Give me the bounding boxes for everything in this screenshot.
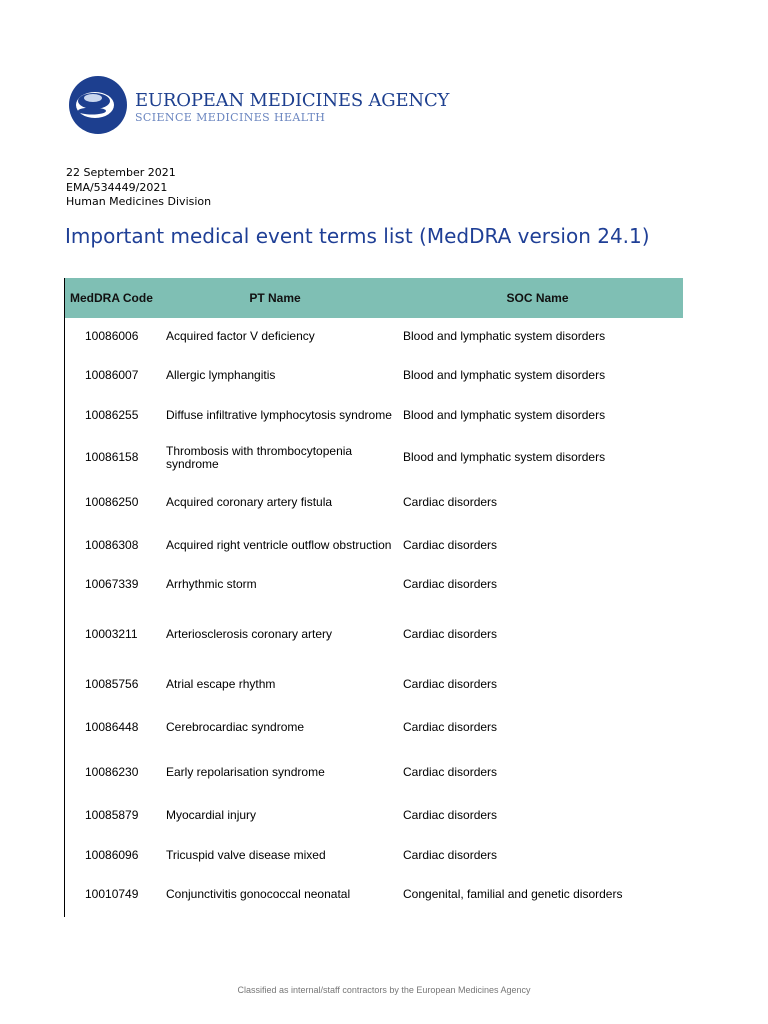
- document-division: Human Medicines Division: [66, 195, 212, 208]
- table-row: [65, 752, 683, 794]
- pt-name-cell: Thrombosis with thrombocytopenia syndrome: [166, 443, 353, 471]
- table-row: [65, 838, 683, 874]
- meddra-code-cell: 10086096: [85, 848, 139, 863]
- soc-name-cell: Cardiac disorders: [403, 848, 498, 863]
- pt-name-cell: Acquired right ventricle outflow obstruction: [166, 538, 392, 553]
- soc-name-cell: Blood and lymphatic system disorders: [403, 368, 606, 383]
- table-row: [65, 526, 683, 566]
- meddra-code-cell: 10086158: [85, 450, 139, 465]
- pt-name-cell: Acquired coronary artery fistula: [166, 495, 333, 510]
- pt-name-cell: Allergic lymphangitis: [166, 368, 276, 383]
- table-row: [65, 318, 683, 356]
- table-row: [65, 704, 683, 752]
- soc-name-cell: Cardiac disorders: [403, 577, 498, 592]
- agency-tagline: SCIENCE MEDICINES HEALTH: [135, 111, 326, 124]
- table-row: [65, 566, 683, 604]
- classification-footer: Classified as internal/staff contractors by the European Medicines Agency: [237, 985, 531, 995]
- meddra-code-cell: 10010749: [85, 887, 139, 902]
- agency-name: EUROPEAN MEDICINES AGENCY: [135, 90, 450, 111]
- ema-logo: [67, 75, 450, 135]
- table-row: [65, 874, 683, 916]
- soc-name-cell: Congenital, familial and genetic disorders: [403, 887, 623, 902]
- soc-name-cell: Cardiac disorders: [403, 538, 498, 553]
- document-meta: [66, 166, 211, 210]
- soc-name-cell: Cardiac disorders: [403, 677, 498, 692]
- pt-name-cell: Tricuspid valve disease mixed: [166, 848, 326, 863]
- table-row: [65, 604, 683, 666]
- meddra-code-cell: 10086250: [85, 495, 139, 510]
- meddra-code-cell: 10086255: [85, 408, 139, 423]
- soc-name-cell: Cardiac disorders: [403, 720, 498, 735]
- column-header-pt-name: PT Name: [249, 291, 301, 305]
- soc-name-cell: Cardiac disorders: [403, 495, 498, 510]
- column-header-soc-name: SOC Name: [506, 291, 569, 305]
- pt-name-cell: Acquired factor V deficiency: [166, 329, 315, 344]
- soc-name-cell: Cardiac disorders: [403, 765, 498, 780]
- pt-name-cell: Cerebrocardiac syndrome: [166, 720, 305, 735]
- meddra-code-cell: 10086006: [85, 329, 139, 344]
- soc-name-cell: Cardiac disorders: [403, 808, 498, 823]
- pt-name-cell: Arrhythmic storm: [166, 577, 257, 592]
- meddra-code-cell: 10085756: [85, 677, 139, 692]
- soc-name-cell: Blood and lymphatic system disorders: [403, 450, 606, 465]
- meddra-code-cell: 10067339: [85, 577, 139, 592]
- terms-table: [65, 278, 683, 916]
- page-title: Important medical event terms list (MedDRA version 24.1): [65, 224, 650, 248]
- meddra-code-cell: 10086448: [85, 720, 139, 735]
- table-header-row: [65, 278, 683, 318]
- table-row: [65, 480, 683, 526]
- meddra-code-cell: 10003211: [85, 627, 138, 642]
- table-row: [65, 666, 683, 704]
- pt-name-cell: Atrial escape rhythm: [166, 677, 276, 692]
- meddra-code-cell: 10086230: [85, 765, 139, 780]
- document-date: 22 September 2021: [66, 166, 176, 179]
- meddra-code-cell: 10086007: [85, 368, 139, 383]
- soc-name-cell: Cardiac disorders: [403, 627, 498, 642]
- column-header-meddra-code: MedDRA Code: [70, 291, 153, 305]
- table-row: [65, 436, 683, 480]
- soc-name-cell: Blood and lymphatic system disorders: [403, 329, 606, 344]
- table-row: [65, 396, 683, 436]
- pt-name-cell: Myocardial injury: [166, 808, 257, 823]
- meddra-code-cell: 10086308: [85, 538, 139, 553]
- meddra-code-cell: 10085879: [85, 808, 139, 823]
- table-row: [65, 356, 683, 396]
- pt-name-cell: Diffuse infiltrative lymphocytosis syndrome: [166, 408, 392, 423]
- pt-name-cell: Conjunctivitis gonococcal neonatal: [166, 887, 351, 902]
- ema-logo-icon: [67, 75, 129, 135]
- pt-name-cell: Arteriosclerosis coronary artery: [166, 627, 333, 642]
- pt-name-cell: Early repolarisation syndrome: [166, 765, 325, 780]
- table-row: [65, 794, 683, 838]
- document-reference: EMA/534449/2021: [66, 180, 168, 194]
- soc-name-cell: Blood and lymphatic system disorders: [403, 408, 606, 423]
